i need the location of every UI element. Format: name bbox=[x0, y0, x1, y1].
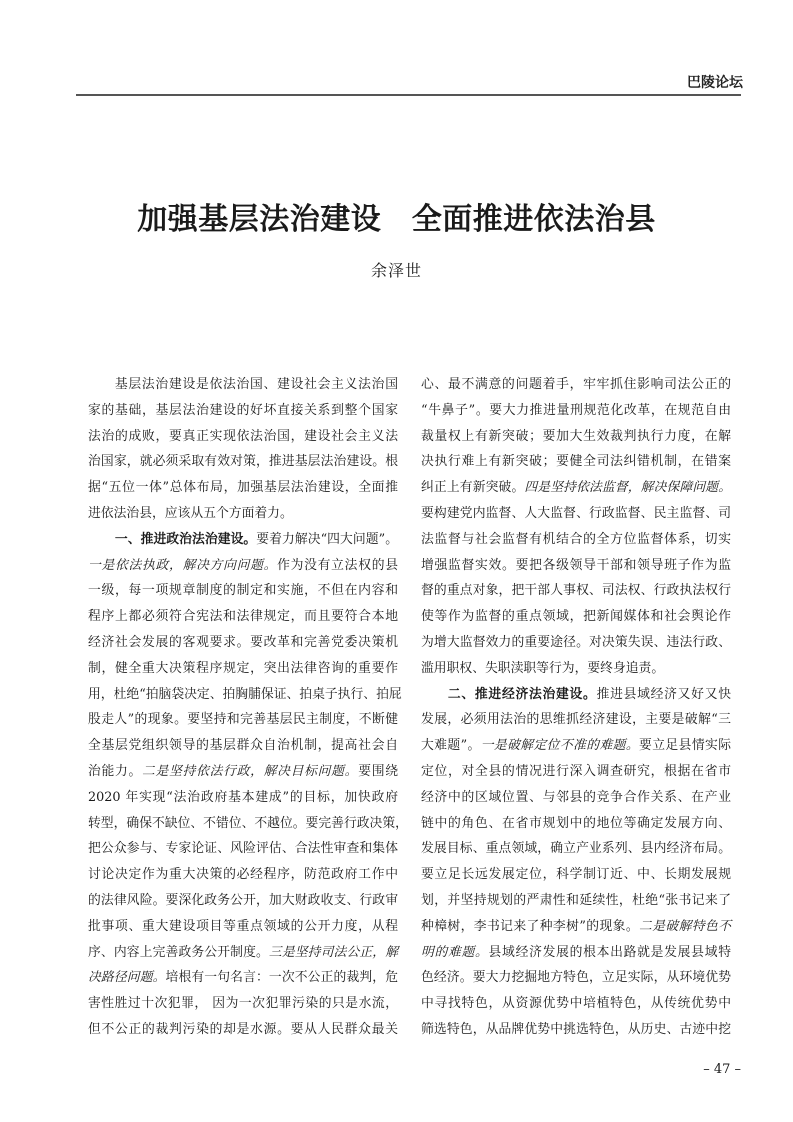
body-column-right bbox=[421, 372, 731, 1043]
text-line bbox=[421, 372, 731, 398]
body-text: 要着力解决“四大问题”。 bbox=[256, 531, 398, 547]
text-line bbox=[88, 940, 398, 966]
text-line bbox=[421, 553, 731, 579]
text-line bbox=[88, 656, 398, 682]
body-text: 链中的角色、在省市规划中的地位等确定发展方向、 bbox=[421, 815, 731, 831]
text-line bbox=[88, 759, 398, 785]
body-text: 法治的成败，要真正实现依法治国，建设社会主义法 bbox=[88, 428, 398, 444]
text-line bbox=[88, 424, 398, 450]
text-line bbox=[421, 1017, 731, 1043]
body-text: 增强监督实效。要把各级领导干部和领导班子作为监 bbox=[421, 557, 731, 573]
emphasis-text: 二是坚持依法行政，解决目标问题。 bbox=[142, 763, 359, 779]
text-line bbox=[421, 630, 731, 656]
text-line bbox=[88, 888, 398, 914]
emphasis-text: 一是依法执政，解决方向问题。 bbox=[88, 557, 278, 573]
text-line bbox=[421, 888, 731, 914]
body-text: 全基层党组织领导的基层群众自治机制，提高社会自 bbox=[88, 738, 398, 754]
body-text: 纠正上有新突破。 bbox=[421, 480, 525, 496]
body-text: 滥用职权、失职渎职等行为，要终身追责。 bbox=[421, 660, 665, 676]
text-line bbox=[421, 914, 731, 940]
text-line bbox=[88, 398, 398, 424]
text-line bbox=[421, 449, 731, 475]
text-line bbox=[88, 733, 398, 759]
text-line bbox=[88, 1017, 398, 1043]
body-text: 2020 年实现“法治政府基本建成”的目标，加快政府 bbox=[88, 789, 398, 805]
body-text: 大难题”。 bbox=[421, 738, 481, 754]
text-line bbox=[421, 836, 731, 862]
body-text: 督的重点对象，把干部人事权、司法权、行政执法权行 bbox=[421, 583, 731, 599]
text-line bbox=[421, 811, 731, 837]
body-text: “牛鼻子”。要大力推进量刑规范化改革，在规范自由 bbox=[421, 402, 731, 418]
body-text: 治国家，就必须采取有效对策，推进基层法治建设。根 bbox=[88, 454, 398, 470]
body-text: 色经济。要大力挖掘地方特色，立足实际，从环境优势 bbox=[421, 970, 731, 986]
text-line bbox=[88, 630, 398, 656]
body-text: 讨论决定作为重大决策的必经程序，防范政府工作中 bbox=[88, 867, 398, 883]
text-line bbox=[421, 862, 731, 888]
body-text: 经济中的区域位置、与邻县的竞争合作关系、在产业 bbox=[421, 789, 731, 805]
body-text: 把公众参与、专家论证、风险评估、合法性审查和集体 bbox=[88, 841, 398, 857]
text-line bbox=[421, 965, 731, 991]
section-heading: 一、推进政治法治建设。 bbox=[114, 531, 257, 547]
emphasis-text: 明的难题。 bbox=[421, 944, 489, 960]
text-line bbox=[421, 940, 731, 966]
header-rule bbox=[76, 94, 741, 96]
text-line bbox=[421, 733, 731, 759]
emphasis-text: 一是破解定位不准的难题。 bbox=[480, 738, 640, 754]
body-text: 治能力。 bbox=[88, 763, 143, 779]
text-line bbox=[88, 785, 398, 811]
body-text: 使等作为监督的重点领域，把新闻媒体和社会舆论作 bbox=[421, 609, 731, 625]
body-text: 决执行难上有新突破；要健全司法纠错机制，在错案 bbox=[421, 454, 731, 470]
text-line bbox=[421, 604, 731, 630]
text-line bbox=[88, 914, 398, 940]
emphasis-text: 四是坚持依法监督，解决保障问题。 bbox=[524, 480, 731, 496]
body-text: 裁量权上有新突破；要加大生效裁判执行力度，在解 bbox=[421, 428, 731, 444]
text-line bbox=[88, 372, 398, 398]
emphasis-text: 决路径问题。 bbox=[88, 970, 166, 986]
article-author: 余泽世 bbox=[370, 261, 422, 280]
journal-name: 巴陵论坛 bbox=[687, 75, 743, 91]
body-text: 种樟树，李书记来了种李树”的现象。 bbox=[421, 918, 640, 934]
body-text: 作为没有立法权的县 bbox=[277, 557, 399, 573]
body-text: 要立足长远发展定位，科学制订近、中、长期发展规 bbox=[421, 867, 731, 883]
text-line bbox=[88, 707, 398, 733]
body-text: 筛选特色，从品牌优势中挑选特色，从历史、古迹中挖 bbox=[421, 1021, 731, 1037]
text-line bbox=[88, 682, 402, 708]
text-line bbox=[421, 759, 731, 785]
text-line bbox=[421, 398, 731, 424]
text-line bbox=[88, 811, 408, 837]
text-line bbox=[88, 862, 398, 888]
text-line bbox=[88, 527, 398, 553]
text-line bbox=[88, 449, 398, 475]
body-text: 据“五位一体”总体布局，加强基层法治建设，全面推 bbox=[88, 480, 398, 496]
body-text: 序、内容上完善政务公开制度。 bbox=[88, 944, 269, 960]
body-text: 进依法治县，应该从五个方面着力。 bbox=[88, 505, 293, 521]
emphasis-text: 二是破解特色不 bbox=[639, 918, 732, 934]
article-title: 加强基层法治建设 全面推进依法治县 bbox=[137, 202, 656, 237]
body-text: 划，并坚持规划的严肃性和延续性，杜绝“张书记来了 bbox=[421, 892, 731, 908]
text-line bbox=[421, 424, 731, 450]
text-line bbox=[421, 501, 731, 527]
body-text: 定位，对全县的情况进行深入调查研究，根据在省市 bbox=[421, 763, 731, 779]
body-text: 一级，每一项规章制度的制定和实施，不但在内容和 bbox=[88, 583, 398, 599]
body-text: 要围绕 bbox=[358, 763, 399, 779]
body-text: 推进县域经济又好又快 bbox=[596, 686, 732, 702]
text-line bbox=[421, 991, 731, 1017]
body-text: 股走人”的现象。要坚持和完善基层民主制度，不断健 bbox=[88, 712, 398, 728]
text-line bbox=[421, 578, 731, 604]
body-text: 县域经济发展的根本出路就是发展县域特 bbox=[488, 944, 732, 960]
body-text: 发展目标、重点领域，确立产业系列、县内经济布局。 bbox=[421, 841, 731, 857]
body-text: 要构建党内监督、人大监督、行政监督、民主监督、司 bbox=[421, 505, 731, 521]
text-line bbox=[421, 707, 731, 733]
text-line bbox=[88, 604, 398, 630]
text-line bbox=[421, 785, 731, 811]
body-text: 中寻找特色，从资源优势中培植特色，从传统优势中 bbox=[421, 996, 731, 1012]
text-line bbox=[88, 965, 398, 991]
text-line bbox=[88, 501, 398, 527]
text-line bbox=[421, 656, 731, 682]
body-text: 的法律风险。要深化政务公开，加大财政收支、行政审 bbox=[88, 892, 398, 908]
body-text: 程序上都必须符合宪法和法律规定，而且要符合本地 bbox=[88, 609, 398, 625]
body-text: 转型，确保不缺位、不错位、不越位。要完善行政决策， bbox=[88, 815, 408, 831]
body-text: 家的基础，基层法治建设的好坏直接关系到整个国家 bbox=[88, 402, 398, 418]
text-line bbox=[421, 527, 731, 553]
body-text: 制，健全重大决策程序规定，突出法律咨询的重要作 bbox=[88, 660, 398, 676]
body-text: 心、最不满意的问题着手，牢牢抓住影响司法公正的 bbox=[421, 377, 731, 392]
text-line bbox=[88, 553, 398, 579]
emphasis-text: 三是坚持司法公正，解 bbox=[268, 944, 398, 960]
text-line bbox=[421, 475, 731, 501]
page-number: – 47 – bbox=[703, 1062, 741, 1077]
section-heading: 二、推进经济法治建设。 bbox=[447, 686, 597, 702]
text-line bbox=[421, 682, 731, 708]
text-line bbox=[88, 991, 398, 1017]
body-text: 害性胜过十次犯罪， 因为一次犯罪污染的只是水流， bbox=[88, 996, 398, 1012]
body-column-left bbox=[88, 372, 408, 1043]
body-text: 用，杜绝“拍脑袋决定、拍胸脯保证、拍桌子执行、拍屁 bbox=[88, 686, 402, 702]
body-text: 法监督与社会监督有机结合的全方位监督体系，切实 bbox=[421, 531, 731, 547]
body-text: 为增大监督效力的重要途径。对决策失误、违法行政、 bbox=[421, 634, 731, 650]
text-line bbox=[88, 578, 398, 604]
text-line bbox=[88, 836, 398, 862]
body-text: 要立足县情实际 bbox=[639, 738, 732, 754]
text-line bbox=[88, 475, 398, 501]
body-text: 但不公正的裁判污染的却是水源。要从人民群众最关 bbox=[88, 1021, 398, 1037]
body-text: 培根有一句名言：一次不公正的裁判，危 bbox=[165, 970, 398, 986]
body-text: 经济社会发展的客观要求。要改革和完善党委决策机 bbox=[88, 634, 398, 650]
body-text: 批事项、重大建设项目等重点领域的公开力度，从程 bbox=[88, 918, 398, 934]
body-text: 基层法治建设是依法治国、建设社会主义法治国 bbox=[114, 377, 398, 392]
body-text: 发展，必须用法治的思维抓经济建设，主要是破解“三 bbox=[421, 712, 731, 728]
